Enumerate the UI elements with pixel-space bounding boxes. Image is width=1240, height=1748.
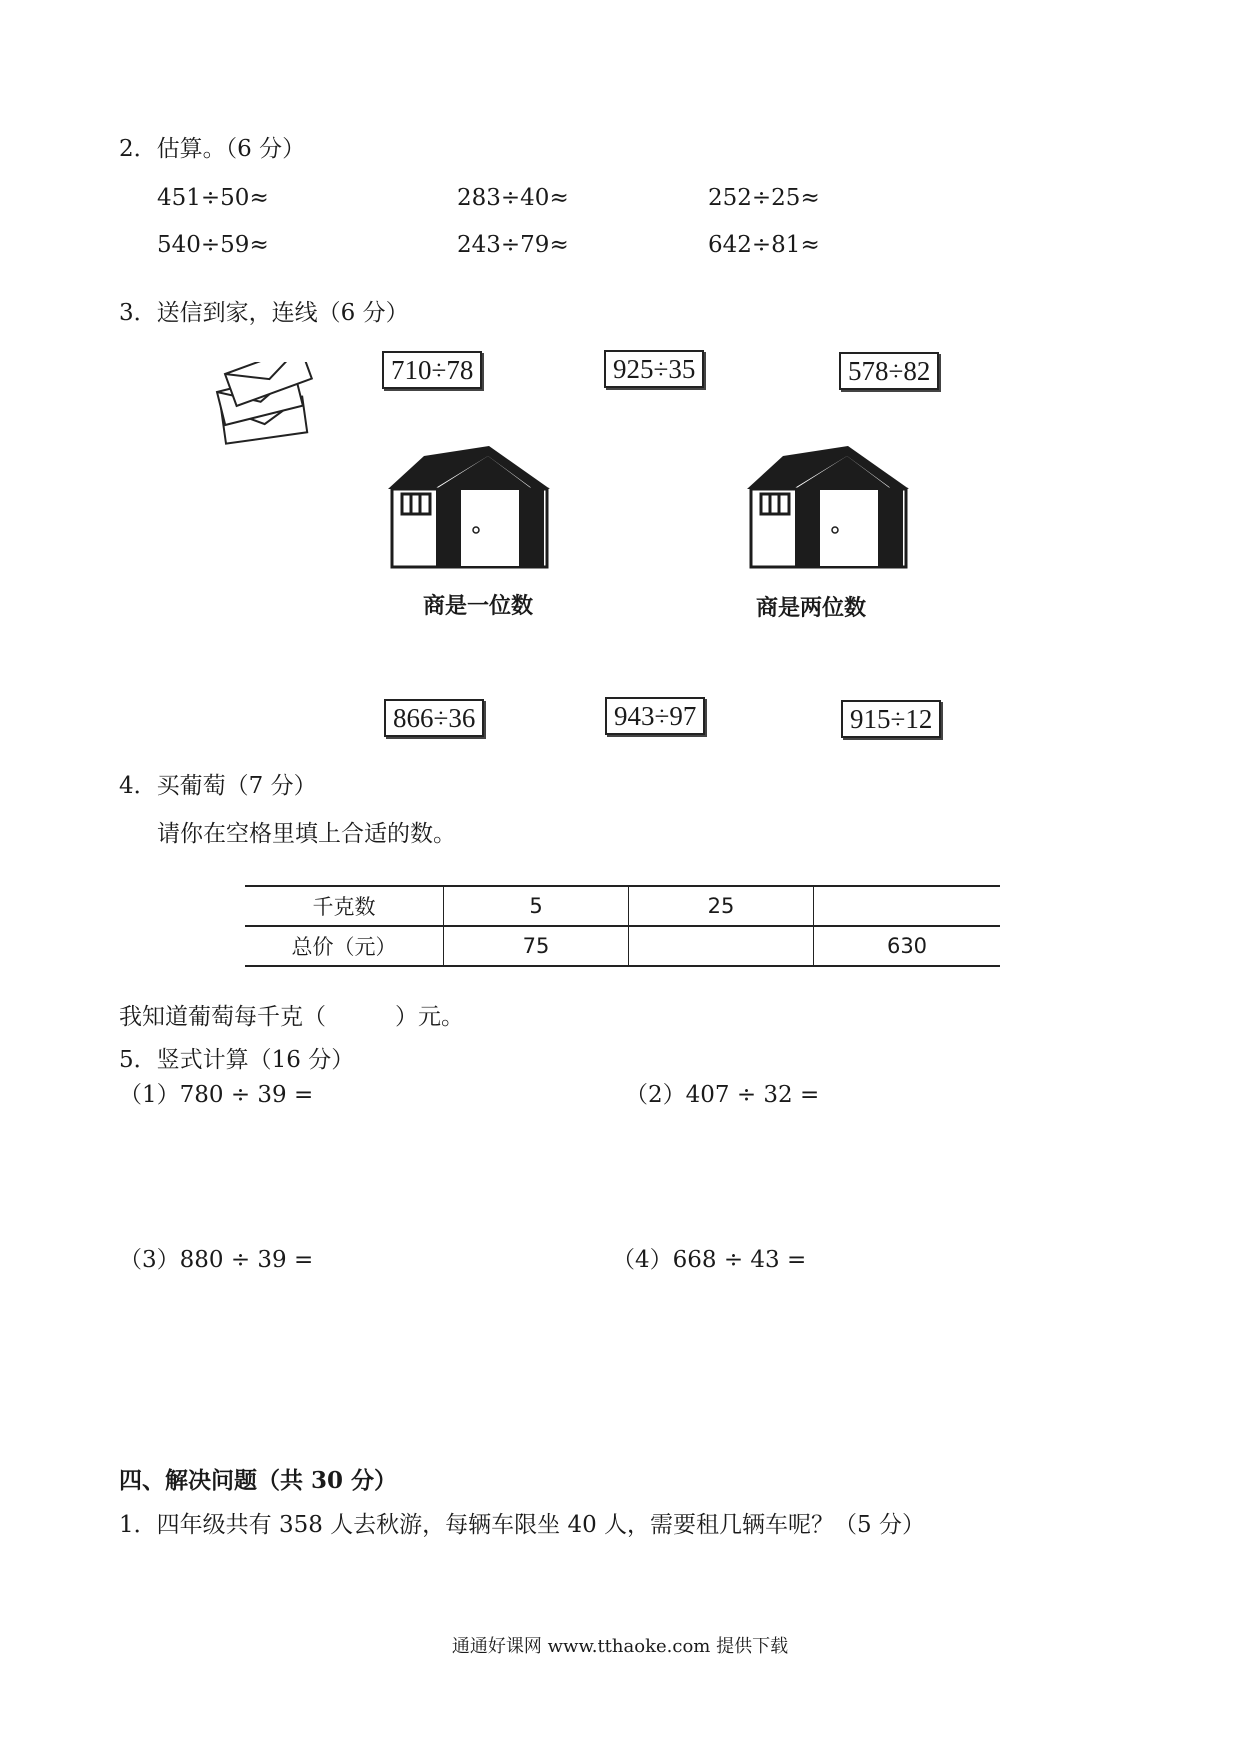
table-cell[interactable] <box>814 886 1001 926</box>
table-cell: 75 <box>444 926 629 966</box>
price-table <box>245 885 1000 967</box>
estimate-item: 252÷25≈ <box>708 185 820 211</box>
word-problem: 1．四年级共有 358 人去秋游，每辆车限坐 40 人，需要租几辆车呢？（5 分） <box>119 1512 925 1538</box>
estimate-item: 540÷59≈ <box>157 232 269 258</box>
long-division-problem: （4）668 ÷ 43 = <box>612 1247 807 1273</box>
estimate-item: 451÷50≈ <box>157 185 269 211</box>
table-cell[interactable]: 25 <box>629 886 814 926</box>
expression-card: 925÷35 <box>604 350 704 388</box>
estimate-item: 283÷40≈ <box>457 185 569 211</box>
estimate-item: 243÷79≈ <box>457 232 569 258</box>
table-row <box>245 886 1000 926</box>
q4-title: 4．买葡萄（7 分） <box>119 773 317 799</box>
expression-card: 915÷12 <box>841 700 941 738</box>
house-label: 商是两位数 <box>756 595 867 621</box>
q4-answer-line[interactable]: 我知道葡萄每千克（ ）元。 <box>119 1004 464 1030</box>
long-division-problem: （3）880 ÷ 39 = <box>119 1247 314 1273</box>
table-cell: 千克数 <box>245 886 444 926</box>
house-icon <box>743 442 913 570</box>
long-division-problem: （1）780 ÷ 39 = <box>119 1082 314 1108</box>
page-footer: 通通好课网 www.tthaoke.com 提供下载 <box>451 1636 789 1657</box>
q5-title: 5．竖式计算（16 分） <box>119 1047 355 1073</box>
long-division-problem: （2）407 ÷ 32 = <box>625 1082 820 1108</box>
estimate-item: 642÷81≈ <box>708 232 820 258</box>
q4-instruction: 请你在空格里填上合适的数。 <box>157 821 456 847</box>
expression-card: 866÷36 <box>384 699 484 737</box>
table-cell: 总价（元） <box>245 926 444 966</box>
expression-card: 578÷82 <box>839 352 939 390</box>
expression-card: 943÷97 <box>605 697 705 735</box>
table-cell: 630 <box>814 926 1001 966</box>
expression-card: 710÷78 <box>382 351 482 389</box>
house-icon <box>384 442 554 570</box>
q2-title: 2．估算。（6 分） <box>119 136 306 162</box>
table-cell: 5 <box>444 886 629 926</box>
envelopes-icon <box>215 362 325 452</box>
table-cell[interactable] <box>629 926 814 966</box>
q3-title: 3．送信到家，连线（6 分） <box>119 300 409 326</box>
house-label: 商是一位数 <box>423 593 534 619</box>
section-title: 四、解决问题（共 30 分） <box>119 1467 398 1494</box>
table-row <box>245 926 1000 966</box>
